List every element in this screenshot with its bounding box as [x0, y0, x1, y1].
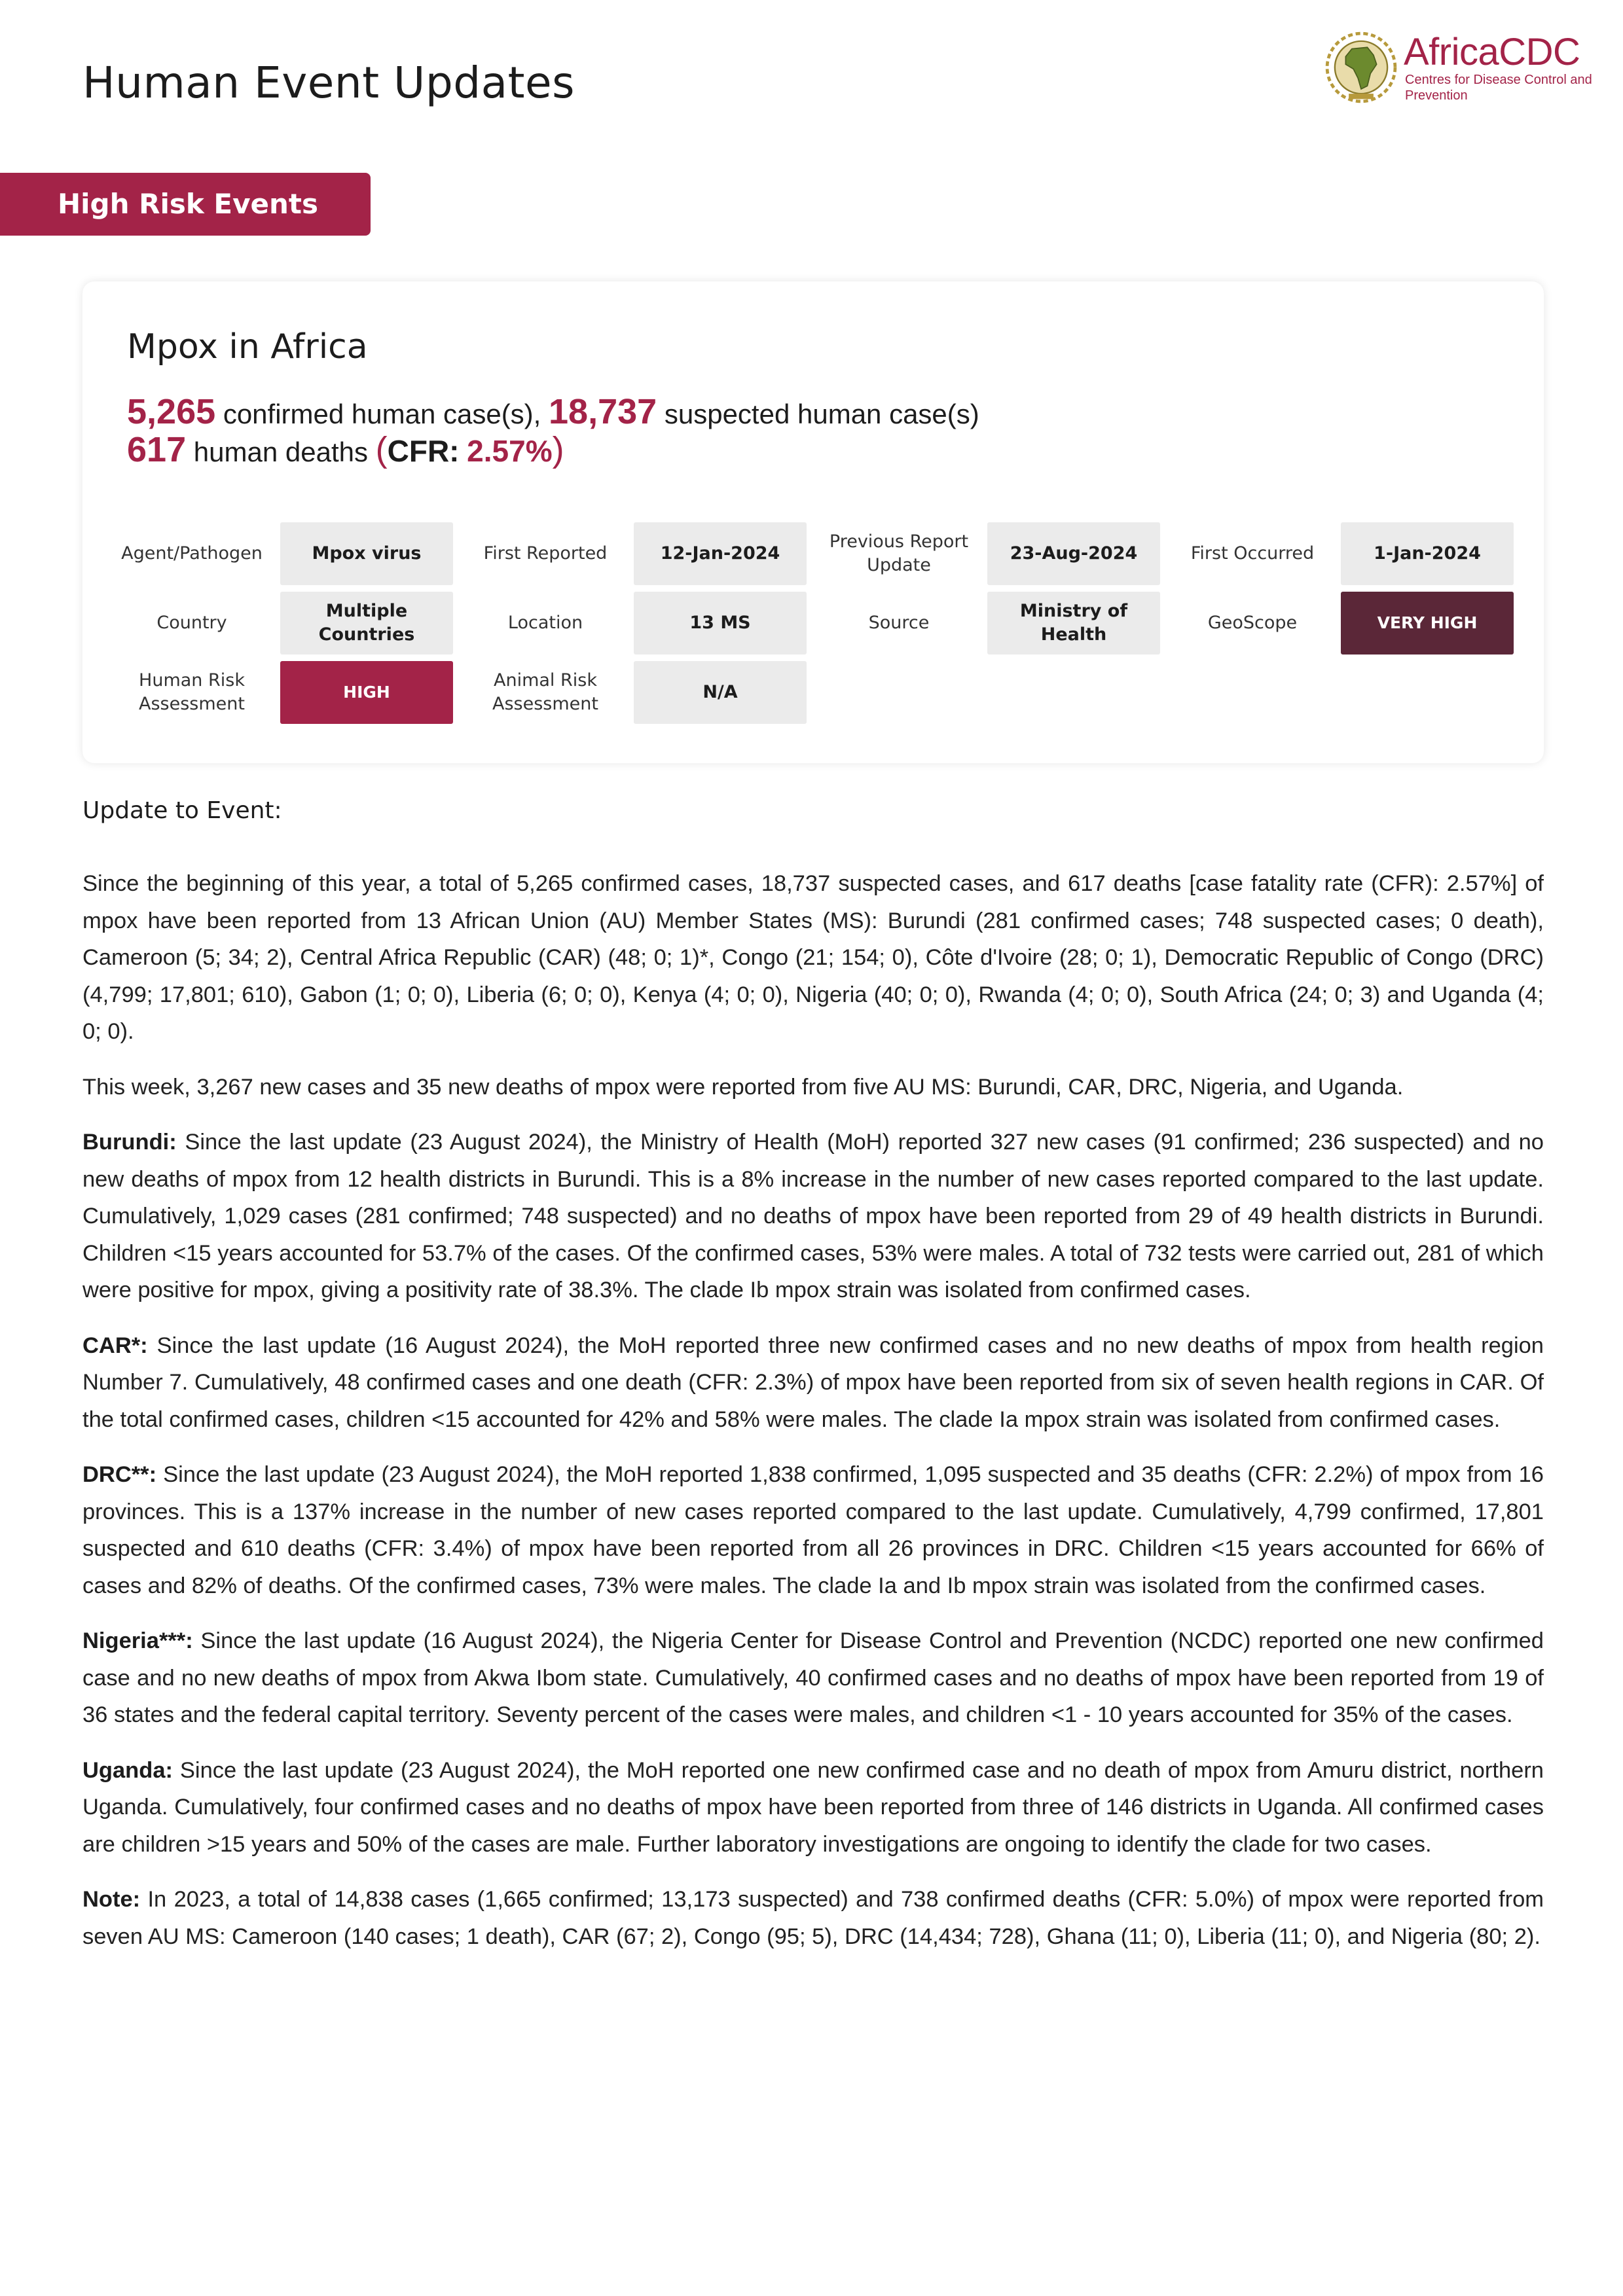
update-body	[82, 865, 1544, 1973]
case-summary-line	[127, 391, 979, 432]
drc-paragraph	[82, 1456, 1544, 1604]
event-title: Mpox in Africa	[127, 327, 368, 367]
burundi-label: Burundi:	[82, 1130, 177, 1155]
source-label: Source	[868, 613, 930, 633]
update-heading: Update to Event:	[82, 797, 282, 824]
confirmed-count: 5,265	[127, 392, 216, 431]
geoscope-value: VERY HIGH	[1341, 592, 1514, 655]
event-details-grid	[103, 522, 1518, 724]
geoscope-label: GeoScope	[1207, 613, 1298, 633]
burundi-text: Since the last update (23 August 2024), the Ministry of Health (MoH) reported 327 new cases (91 confirmed; 236 suspected) and no new deaths of mpox from 12 health districts in Burundi. This is a 8% increase in the number of new cases reported compared to the last update. Cumulatively, 1,029 cases (281 confirmed; 748 suspected) and no deaths of mpox have been reported from 29 of 49 health districts in Burundi. Children <15 years accounted for 53.7% of the cases. Of the confirmed cases, 53% were males. A total of 732 tests were carried out, 281 of which were positive for mpox, giving a positivity rate of 38.3%. The clade Ib mpox strain was isolated from confirmed cases.	[82, 1130, 1544, 1302]
location-label: Location	[507, 613, 583, 633]
car-label: CAR*:	[82, 1333, 148, 1358]
page-title: Human Event Updates	[82, 58, 575, 108]
country-label: Country	[156, 613, 227, 633]
agent-value: Mpox virus	[280, 522, 453, 585]
nigeria-paragraph	[82, 1623, 1544, 1734]
high-risk-events-banner: High Risk Events	[0, 173, 371, 236]
agent-label: Agent/Pathogen	[121, 543, 263, 564]
car-text: Since the last update (16 August 2024), the MoH reported three new confirmed cases and no new deaths of mpox from health region Number 7. Cumulatively, 48 confirmed cases and one death (CFR: 2.3%) of mpox have been reported from six of seven health regions in CAR. Of the total confirmed cases, children <15 accounted for 42% and 58% were males. The clade Ia mpox strain was isolated from confirmed cases.	[82, 1333, 1544, 1432]
uganda-paragraph	[82, 1752, 1544, 1863]
animal-risk-value: N/A	[634, 661, 807, 724]
drc-label: DRC**:	[82, 1462, 157, 1487]
uganda-label: Uganda:	[82, 1757, 173, 1783]
deaths-summary-line: 617 human deaths (CFR: 2.57%)	[127, 430, 564, 469]
country-value: Multiple Countries	[280, 592, 453, 655]
nigeria-label: Nigeria***:	[82, 1628, 193, 1653]
first-occurred-label: First Occurred	[1190, 543, 1315, 564]
note-label: Note:	[82, 1887, 141, 1912]
source-value: Ministry of Health	[987, 592, 1160, 655]
confirmed-label: confirmed human case(s),	[223, 399, 541, 429]
logo-tagline: Centres for Disease Control and Prevention	[1405, 73, 1592, 103]
burundi-paragraph	[82, 1124, 1544, 1309]
cfr-value: 2.57%	[467, 434, 553, 468]
intro-paragraph: Since the beginning of this year, a total of 5,265 confirmed cases, 18,737 suspected cases, and 617 deaths [case fatality rate (CFR): 2.57%] of mpox have been reported from 13 African Union (AU) Member States (MS): Burundi (281 confirmed cases; 748 suspected cases; 0 death), Cameroon (5; 34; 2), Central Africa Republic (CAR) (48; 0; 1)*, Congo (21; 154; 0), Côte d'Ivoire (28; 0; 1), Democratic Republic of Congo (DRC) (4,799; 17,801; 610), Gabon (1; 0; 0), Liberia (6; 0; 0), Kenya (4; 0; 0), Nigeria (40; 0; 0), Rwanda (4; 0; 0), South Africa (24; 0; 3) and Uganda (4; 0; 0).	[82, 871, 1544, 1044]
previous-report-label: Previous Report Update	[829, 531, 969, 575]
nigeria-text: Since the last update (16 August 2024), the Nigeria Center for Disease Control and Prevention (NCDC) reported one new confirmed case and no new deaths of mpox from Akwa Ibom state. Cumulatively, 40 confirmed cases and no deaths of mpox have been reported from 19 of 36 states and the federal capital territory. Seventy percent of the cases were males, and children <1 - 10 years accounted for 35% of the cases.	[82, 1628, 1544, 1727]
location-value: 13 MS	[634, 592, 807, 655]
human-risk-label: Human Risk Assessment	[139, 670, 245, 714]
note-paragraph	[82, 1881, 1544, 1955]
drc-text: Since the last update (23 August 2024), the MoH reported 1,838 confirmed, 1,095 suspected and 35 deaths (CFR: 2.2%) of mpox from 16 provinces. This is a 137% increase in the number of new cases reported compared to the last update. Cumulatively, 4,799 confirmed, 17,801 suspected and 610 deaths (CFR: 3.4%) of mpox have been reported from all 26 provinces in DRC. Children <15 years accounted for 66% of cases and 82% of deaths. Of the confirmed cases, 73% were males. The clade Ia and Ib mpox strain was isolated from the confirmed cases.	[82, 1462, 1544, 1598]
logo-brand: AfricaCDC	[1404, 31, 1580, 73]
cfr-label: CFR:	[387, 434, 460, 468]
suspected-count: 18,737	[549, 392, 657, 431]
deaths-count: 617	[127, 430, 187, 469]
week-paragraph: This week, 3,267 new cases and 35 new deaths of mpox were reported from five AU MS: Burundi, CAR, DRC, Nigeria, and Uganda.	[82, 1074, 1404, 1100]
car-paragraph	[82, 1327, 1544, 1439]
first-reported-label: First Reported	[483, 543, 608, 564]
deaths-label: human deaths	[193, 437, 368, 467]
africa-cdc-logo	[1322, 29, 1597, 107]
africa-cdc-emblem-icon	[1322, 29, 1400, 106]
first-reported-value: 12-Jan-2024	[634, 522, 807, 585]
note-text: In 2023, a total of 14,838 cases (1,665 confirmed; 13,173 suspected) and 738 confirmed deaths (CFR: 5.0%) of mpox were reported from seven AU MS: Cameroon (140 cases; 1 death), CAR (67; 2), Congo (95; 5), DRC (14,434; 728), Ghana (11; 0), Liberia (11; 0), and Nigeria (80; 2).	[82, 1887, 1544, 1949]
event-card	[82, 281, 1544, 763]
suspected-label: suspected human case(s)	[664, 399, 979, 429]
first-occurred-value: 1-Jan-2024	[1341, 522, 1514, 585]
human-risk-value: HIGH	[280, 661, 453, 724]
uganda-text: Since the last update (23 August 2024), the MoH reported one new confirmed case and no death of mpox from Amuru district, northern Uganda. Cumulatively, four confirmed cases and no deaths of mpox have been reported from three of 146 districts in Uganda. All confirmed cases are children >15 years and 50% of the cases are male. Further laboratory investigations are ongoing to identify the clade for two cases.	[82, 1757, 1544, 1857]
previous-report-value: 23-Aug-2024	[987, 522, 1160, 585]
animal-risk-label: Animal Risk Assessment	[492, 670, 598, 714]
